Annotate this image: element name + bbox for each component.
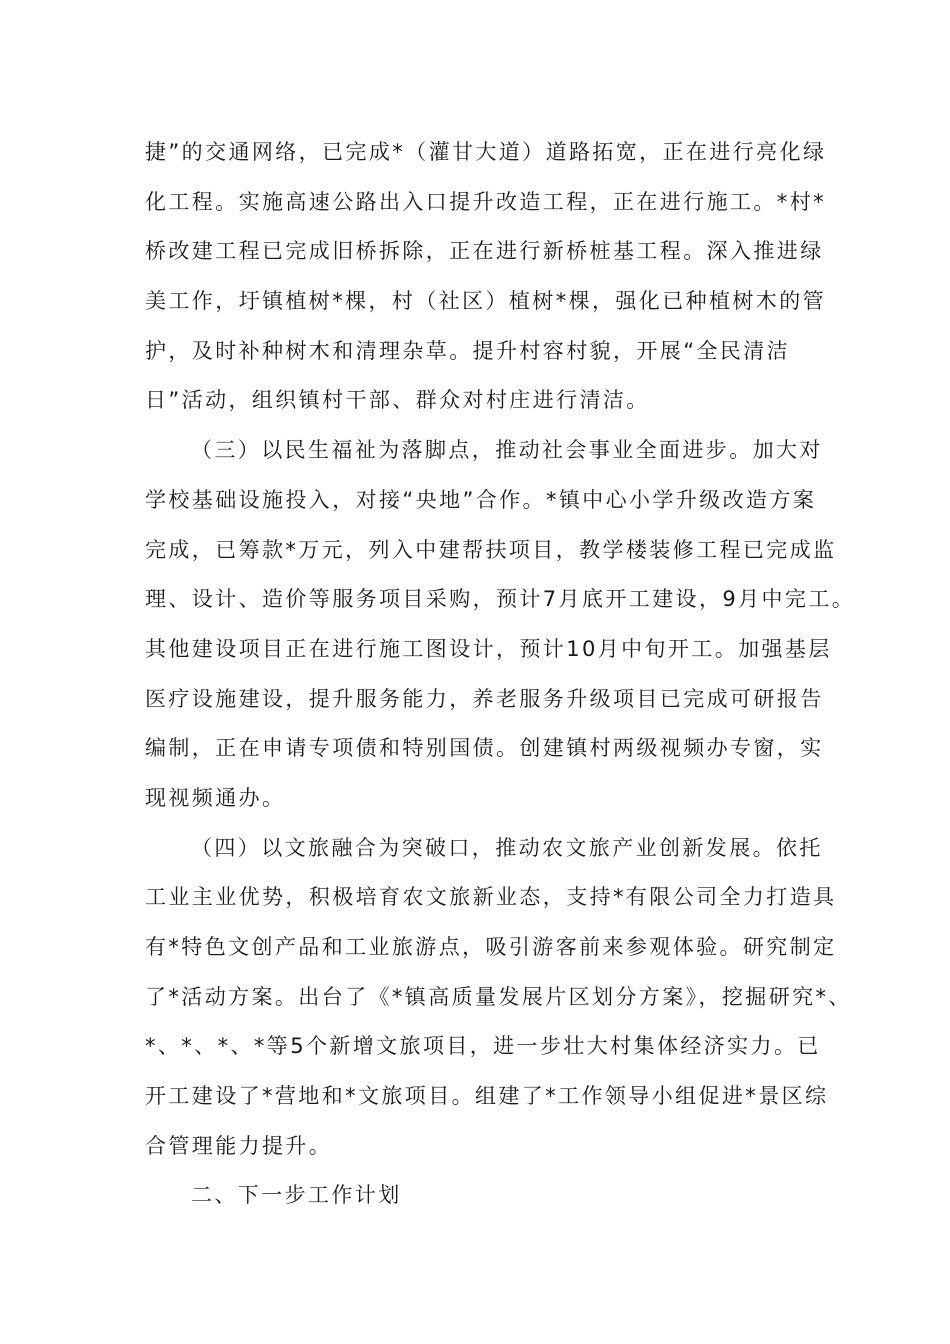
text-line: 化工程。实施高速公路出入口提升改造工程，正在进行施工。*村* [145, 189, 826, 214]
section-heading-next-plan: 二、下一步工作计划 [191, 1183, 402, 1208]
text-line: 现视频通办。 [145, 785, 286, 810]
section-heading-4: （四）以文旅融合为突破口，推动农文旅产业创新发展。依托 [191, 835, 823, 860]
text-line: 日”活动，组织镇村干部、群众对村庄进行清洁。 [145, 388, 650, 413]
text-line: 工业主业优势，积极培育农文旅新业态，支持*有限公司全力打造具 [145, 885, 837, 910]
text-line: 有*特色文创产品和工业旅游点，吸引游客前来参观体验。研究制定 [145, 935, 837, 959]
text-line: 美工作，圩镇植树*棵，村（社区）植树*棵，强化已种植树木的管 [145, 289, 826, 314]
section-heading-3: （三）以民生福祉为落脚点，推动社会事业全面进步。加大对 [191, 438, 823, 463]
text-line: 捷”的交通网络，已完成*（灌甘大道）道路拓宽，正在进行亮化绿 [145, 140, 827, 164]
text-line: 了*活动方案。出台了《*镇高质量发展片区划分方案》，挖掘研究*、 [145, 984, 852, 1009]
text-line: 理、设计、造价等服务项目采购，预计7月底开工建设，9月中完工。 [145, 587, 856, 612]
text-line: 学校基础设施投入，对接“央地”合作。*镇中心小学升级改造方案 [145, 487, 817, 512]
text-line: 其他建设项目正在进行施工图设计，预计10月中旬开工。加强基层 [145, 636, 832, 661]
text-line: *、*、*、*等5个新增文旅项目，进一步壮大村集体经济实力。已 [145, 1034, 821, 1059]
text-line: 完成，已筹款*万元，列入中建帮扶项目，教学楼装修工程已完成监 [145, 537, 837, 562]
text-line: 桥改建工程已完成旧桥拆除，正在进行新桥桩基工程。深入推进绿 [145, 239, 824, 264]
text-line: 护，及时补种树木和清理杂草。提升村容村貌，开展“全民清洁 [145, 338, 791, 363]
text-line: 开工建设了*营地和*文旅项目。组建了*工作领导小组促进*景区综 [145, 1084, 829, 1109]
text-line: 合管理能力提升。 [145, 1133, 333, 1158]
text-line: 医疗设施建设，提升服务能力，养老服务升级项目已完成可研报告 [145, 686, 824, 711]
text-line: 编制，正在申请专项债和特别国债。创建镇村两级视频办专窗，实 [145, 736, 824, 761]
document-body [145, 128, 856, 1221]
